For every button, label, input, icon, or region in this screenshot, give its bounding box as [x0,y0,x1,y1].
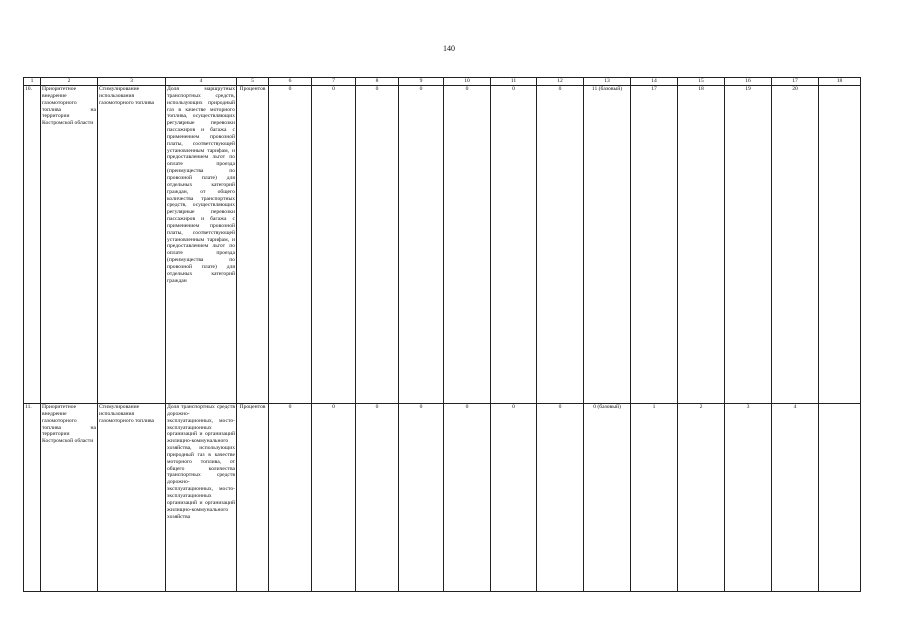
value-cell: 0 [444,86,491,404]
column-header: 2 [41,78,98,86]
value-cell: 0 [491,86,537,404]
base-value-cell: 11 (базовый) [584,86,631,404]
column-header: 11 [491,78,537,86]
column-header: 5 [237,78,269,86]
value-cell: 3 [725,404,772,592]
column-header: 1 [24,78,41,86]
indicator-cell: Доля транспортных средств дорожно-эксплуатационных, мосто-эксплуатационных организаций и организаций жилищно-коммунального хозяйства, использующих природный газ в качестве моторного топлива, от общего количества транспортных средств дорожно-эксплуатационных, мосто-эксплуатационных организаций и организаций жилищно-коммунального хозяйства [166,404,237,592]
column-header: 18 [819,78,861,86]
column-header: 17 [772,78,819,86]
value-cell: 0 [491,404,537,592]
goal-cell: Приоритетное внедрение газомоторного топлива на территории Костромской области [41,404,98,592]
column-header: 7 [312,78,356,86]
measure-cell: Стимулирование использования газомоторного топлива [98,86,166,404]
column-header: 16 [725,78,772,86]
column-header: 12 [537,78,584,86]
unit-cell: Процентов [237,86,269,404]
column-header: 8 [356,78,399,86]
column-header: 13 [584,78,631,86]
value-cell: 0 [399,86,444,404]
value-cell: 0 [399,404,444,592]
goal-cell: Приоритетное внедрение газомоторного топлива на территории Костромской области [41,86,98,404]
column-header: 10 [444,78,491,86]
value-cell: 0 [269,86,312,404]
value-cell: 0 [312,404,356,592]
indicator-cell: Доля маршрутных транспортных средств, использующих природный газ в качестве моторного топлива, осуществляющих регулярные перевозки пассажиров и багажа с применением провозной платы, соответствующей установленным тарифам, и предоставлением льгот по оплате проезда (преимущества по провозной плате) для отдельных категорий граждан, от общего количества транспортных средств, осуществляющих регулярные перевозки пассажиров и багажа с применением провозной платы, соответствующей установленным тарифам, и предоставлением льгот по оплате проезда (преимущества по провозной плате) для отдельных категорий граждан [166,86,237,404]
value-cell: 0 [537,86,584,404]
value-cell: 0 [537,404,584,592]
column-number-row [24,78,861,86]
indicators-table [23,77,861,592]
column-header: 6 [269,78,312,86]
measure-cell: Стимулирование использования газомоторного топлива [98,404,166,592]
base-value-cell: 0 (базовый) [584,404,631,592]
row-number: 11. [24,404,41,592]
value-cell: 2 [678,404,725,592]
column-header: 9 [399,78,444,86]
value-cell: 18 [678,86,725,404]
value-cell: 17 [631,86,678,404]
value-cell: 0 [444,404,491,592]
column-header: 4 [166,78,237,86]
value-cell: 1 [631,404,678,592]
page-number: 140 [443,44,455,53]
unit-cell: Процентов [237,404,269,592]
value-cell: 0 [312,86,356,404]
value-cell: 4 [772,404,819,592]
value-cell: 20 [772,86,819,404]
row-number: 10. [24,86,41,404]
value-cell: 0 [356,86,399,404]
value-cell [819,86,861,404]
column-header: 3 [98,78,166,86]
column-header: 14 [631,78,678,86]
table-row [24,404,861,592]
value-cell: 0 [356,404,399,592]
value-cell: 19 [725,86,772,404]
table-row [24,86,861,404]
value-cell: 0 [269,404,312,592]
column-header: 15 [678,78,725,86]
value-cell [819,404,861,592]
